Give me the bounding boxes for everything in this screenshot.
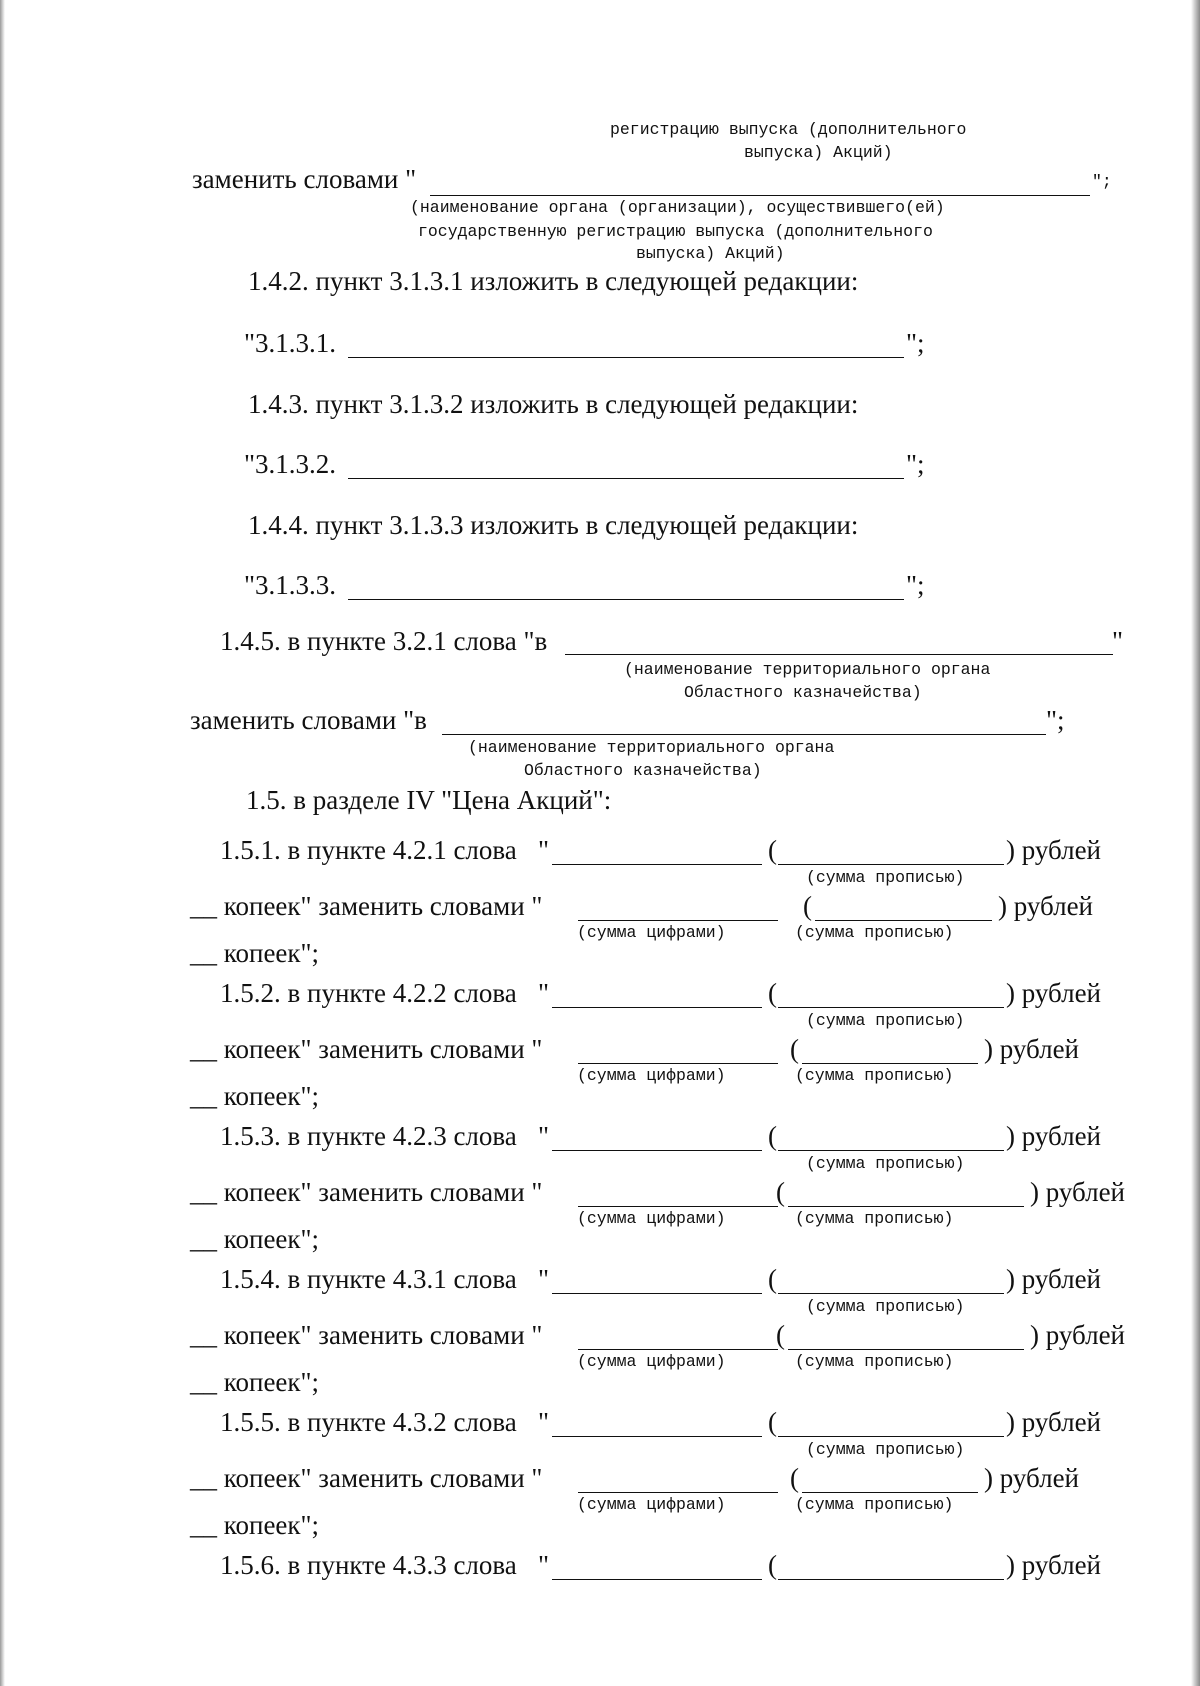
paren-close-rubles: ) рублей <box>984 1463 1080 1493</box>
field-hint: (сумма цифрами) <box>577 1495 726 1514</box>
blank-line[interactable] <box>348 357 904 358</box>
field-hint: (сумма прописью) <box>806 1011 965 1030</box>
price-item-label: 1.5.5. в пункте 4.3.2 слова <box>220 1407 517 1437</box>
paren-open: ( <box>768 1550 777 1580</box>
field-hint: (сумма цифрами) <box>577 1209 726 1228</box>
field-hint: (сумма цифрами) <box>577 1066 726 1085</box>
paren-open: ( <box>790 1034 799 1064</box>
item-lead: "3.1.3.2. <box>244 449 337 479</box>
field-hint: (сумма цифрами) <box>577 1352 726 1371</box>
amount-digits-blank[interactable] <box>578 1063 778 1064</box>
paren-close-rubles: ) рублей <box>1006 1264 1102 1294</box>
field-hint: (наименование территориального органа <box>624 660 991 679</box>
amount-words-blank[interactable] <box>788 1349 1024 1350</box>
amount-words-blank[interactable] <box>778 1436 1004 1437</box>
replace-lead: __ копеек" заменить словами " <box>190 1320 543 1350</box>
field-hint: (сумма прописью) <box>795 1495 954 1514</box>
field-hint: (сумма прописью) <box>795 1209 954 1228</box>
replace-lead: заменить словами " <box>192 164 417 194</box>
paren-open: ( <box>768 1121 777 1151</box>
replace-tail: "; <box>1092 172 1112 191</box>
blank-line[interactable] <box>348 478 904 479</box>
paren-open: ( <box>776 1177 785 1207</box>
paren-close-rubles: ) рублей <box>998 891 1094 921</box>
price-item-label: 1.5.4. в пункте 4.3.1 слова <box>220 1264 517 1294</box>
item-heading: 1.4.2. пункт 3.1.3.1 изложить в следующей редакции: <box>248 266 859 296</box>
amount-digits-blank[interactable] <box>578 1206 778 1207</box>
amount-digits-blank[interactable] <box>552 1436 762 1437</box>
paren-close-rubles: ) рублей <box>1030 1320 1126 1350</box>
replace-lead: __ копеек" заменить словами " <box>190 1177 543 1207</box>
field-hint: государственную регистрацию выпуска (дополнительного <box>418 222 933 241</box>
replace-lead: заменить словами "в <box>190 705 427 735</box>
field-hint: (сумма прописью) <box>806 868 965 887</box>
field-hint: (сумма прописью) <box>795 1066 954 1085</box>
field-hint: (сумма прописью) <box>806 1154 965 1173</box>
field-hint: (сумма прописью) <box>795 1352 954 1371</box>
amount-digits-blank[interactable] <box>552 1150 762 1151</box>
item-tail: "; <box>906 449 925 479</box>
replace-tail: "; <box>1046 705 1065 735</box>
paren-open: ( <box>768 978 777 1008</box>
replace-lead: __ копеек" заменить словами " <box>190 1034 543 1064</box>
amount-words-blank[interactable] <box>778 1579 1004 1580</box>
field-hint: (сумма цифрами) <box>577 923 726 942</box>
price-item-label: 1.5.2. в пункте 4.2.2 слова <box>220 978 517 1008</box>
replace-lead: __ копеек" заменить словами " <box>190 891 543 921</box>
amount-words-blank[interactable] <box>778 864 1004 865</box>
field-hint: (сумма прописью) <box>806 1440 965 1459</box>
item-tail: "; <box>906 570 925 600</box>
field-hint: (сумма прописью) <box>806 1297 965 1316</box>
item-end: __ копеек"; <box>190 938 320 968</box>
amount-digits-blank[interactable] <box>552 1293 762 1294</box>
quote-mark: " <box>538 1550 550 1580</box>
paren-close-rubles: ) рублей <box>1006 835 1102 865</box>
item-heading: 1.4.4. пункт 3.1.3.3 изложить в следующей редакции: <box>248 510 859 540</box>
blank-line[interactable] <box>430 195 1090 196</box>
amount-words-blank[interactable] <box>778 1150 1004 1151</box>
item-end: __ копеек"; <box>190 1367 320 1397</box>
amount-words-blank[interactable] <box>788 1206 1024 1207</box>
paren-close-rubles: ) рублей <box>1006 978 1102 1008</box>
amount-digits-blank[interactable] <box>552 1579 762 1580</box>
item-lead: "3.1.3.3. <box>244 570 337 600</box>
paren-close-rubles: ) рублей <box>1006 1121 1102 1151</box>
field-hint: (сумма прописью) <box>795 923 954 942</box>
paren-close-rubles: ) рублей <box>1006 1550 1102 1580</box>
quote-mark: " <box>538 978 550 1008</box>
field-hint: (наименование территориального органа <box>468 738 835 757</box>
paren-open: ( <box>768 1264 777 1294</box>
item-lead: 1.4.5. в пункте 3.2.1 слова "в <box>220 626 548 656</box>
blank-line[interactable] <box>348 599 904 600</box>
amount-digits-blank[interactable] <box>578 1349 778 1350</box>
scan-edge-left <box>0 0 5 1686</box>
section-heading: 1.5. в разделе IV "Цена Акций": <box>246 785 612 815</box>
paren-open: ( <box>776 1320 785 1350</box>
amount-words-blank[interactable] <box>815 920 992 921</box>
paren-open: ( <box>768 1407 777 1437</box>
quote-mark: " <box>538 1407 550 1437</box>
paren-close-rubles: ) рублей <box>1030 1177 1126 1207</box>
quote-mark: " <box>538 1264 550 1294</box>
amount-words-blank[interactable] <box>778 1293 1004 1294</box>
item-end: __ копеек"; <box>190 1224 320 1254</box>
item-end: __ копеек"; <box>190 1081 320 1111</box>
amount-digits-blank[interactable] <box>578 1492 778 1493</box>
header-note-line: выпуска) Акций) <box>744 143 893 162</box>
amount-digits-blank[interactable] <box>552 1007 762 1008</box>
replace-lead: __ копеек" заменить словами " <box>190 1463 543 1493</box>
quote-mark: " <box>538 835 550 865</box>
price-item-label: 1.5.6. в пункте 4.3.3 слова <box>220 1550 517 1580</box>
paren-open: ( <box>790 1463 799 1493</box>
paren-close-rubles: ) рублей <box>984 1034 1080 1064</box>
blank-line[interactable] <box>442 734 1046 735</box>
item-tail: " <box>1112 626 1124 656</box>
field-hint: Областного казначейства) <box>684 683 922 702</box>
item-lead: "3.1.3.1. <box>244 328 337 358</box>
paren-close-rubles: ) рублей <box>1006 1407 1102 1437</box>
blank-line[interactable] <box>565 654 1113 655</box>
field-hint: Областного казначейства) <box>524 761 762 780</box>
amount-words-blank[interactable] <box>802 1492 978 1493</box>
paren-open: ( <box>768 835 777 865</box>
scan-edge-right <box>1191 0 1200 1686</box>
paren-open: ( <box>803 891 812 921</box>
amount-digits-blank[interactable] <box>552 864 762 865</box>
amount-words-blank[interactable] <box>802 1063 978 1064</box>
item-end: __ копеек"; <box>190 1510 320 1540</box>
field-hint: выпуска) Акций) <box>636 244 785 263</box>
item-heading: 1.4.3. пункт 3.1.3.2 изложить в следующей редакции: <box>248 389 859 419</box>
amount-digits-blank[interactable] <box>578 920 778 921</box>
item-tail: "; <box>906 328 925 358</box>
price-item-label: 1.5.1. в пункте 4.2.1 слова <box>220 835 517 865</box>
price-item-label: 1.5.3. в пункте 4.2.3 слова <box>220 1121 517 1151</box>
amount-words-blank[interactable] <box>778 1007 1004 1008</box>
quote-mark: " <box>538 1121 550 1151</box>
field-hint: (наименование органа (организации), осуществившего(ей) <box>410 198 945 217</box>
header-note-line: регистрацию выпуска (дополнительного <box>610 120 967 139</box>
